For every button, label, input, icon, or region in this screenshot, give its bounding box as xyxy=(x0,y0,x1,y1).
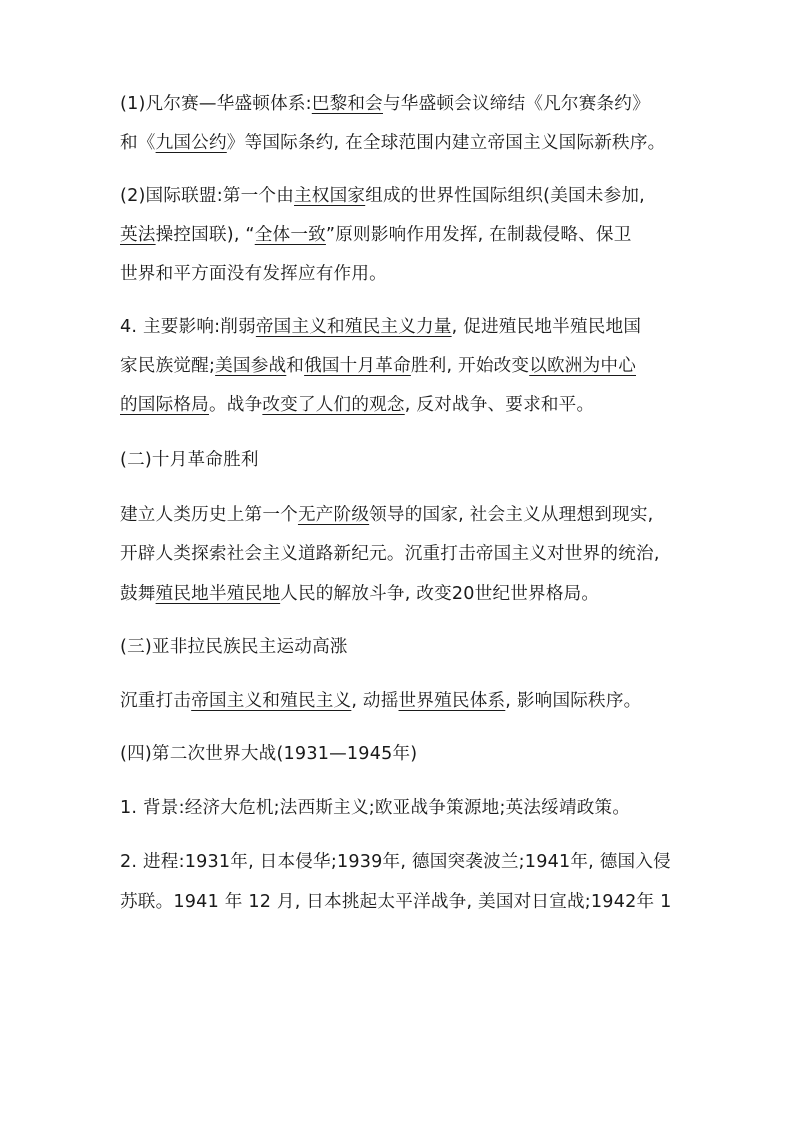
text-segment: 家民族觉醒; xyxy=(120,356,216,376)
text-line xyxy=(120,579,720,609)
text-segment: 与华盛顿会议缔结《凡尔赛条约》 xyxy=(382,94,650,114)
underlined-keyword: 主权国家 xyxy=(294,186,366,206)
text-segment: 鼓舞 xyxy=(120,584,156,604)
text-segment: , 动摇 xyxy=(351,691,399,711)
text-segment: (二)十月革命胜利 xyxy=(120,450,259,470)
text-segment: 世界和平方面没有发挥应有作用。 xyxy=(120,264,387,284)
text-line xyxy=(120,220,720,250)
underlined-keyword: 世界殖民体系 xyxy=(398,691,506,711)
text-line xyxy=(120,351,720,381)
underlined-keyword: 殖民地半殖民地 xyxy=(155,584,281,604)
text-segment: 操控国联), “ xyxy=(155,225,255,245)
text-segment: (三)亚非拉民族民主运动高涨 xyxy=(120,637,348,657)
text-line xyxy=(120,312,720,342)
text-segment: 4. 主要影响:削弱 xyxy=(120,317,256,337)
text-segment: (1)凡尔赛—华盛顿体系: xyxy=(120,94,312,114)
underlined-keyword: 改变了人们的观念 xyxy=(262,395,405,415)
text-segment: , 反对战争、要求和平。 xyxy=(404,395,595,415)
underlined-keyword: 美国参战 xyxy=(215,356,287,376)
text-segment: 和《 xyxy=(120,133,156,153)
text-line xyxy=(120,739,720,769)
text-segment: 苏联。1941 年 12 月, 日本挑起太平洋战争, 美国对日宣战;1942年 1 xyxy=(120,892,672,912)
underlined-keyword: 以欧洲为中心 xyxy=(529,356,636,376)
text-line xyxy=(120,686,720,716)
underlined-keyword: 帝国主义和殖民主义 xyxy=(191,691,352,711)
text-line xyxy=(120,390,720,420)
text-segment: 和 xyxy=(286,356,305,376)
underlined-keyword: 全体一致 xyxy=(254,225,326,245)
underlined-keyword: 俄国十月革命 xyxy=(304,356,411,376)
text-segment: 2. 进程:1931年, 日本侵华;1939年, 德国突袭波兰;1941年, 德国入侵 xyxy=(120,852,671,872)
text-segment: 人民的解放斗争, 改变20世纪世界格局。 xyxy=(280,584,600,604)
text-segment: 1. 背景:经济大危机;法西斯主义;欧亚战争策源地;英法绥靖政策。 xyxy=(120,798,631,818)
underlined-keyword: 帝国主义和殖民主义力量 xyxy=(255,317,452,337)
text-line xyxy=(120,181,720,211)
text-segment: 领导的国家, 社会主义从理想到现实, xyxy=(369,505,654,525)
text-segment: 》等国际条约, 在全球范围内建立帝国主义国际新秩序。 xyxy=(226,133,666,153)
text-segment: 。战争 xyxy=(208,395,263,415)
text-line xyxy=(120,89,720,119)
underlined-keyword: 的国际格局 xyxy=(120,395,209,415)
text-segment: 开辟人类探索社会主义道路新纪元。沉重打击帝国主义对世界的统治, xyxy=(120,544,660,564)
text-segment: , 促进殖民地半殖民地国 xyxy=(451,317,642,337)
text-segment: , 影响国际秩序。 xyxy=(505,691,642,711)
text-line xyxy=(120,500,720,530)
text-line xyxy=(120,887,720,917)
underlined-keyword: 无产阶级 xyxy=(297,505,370,525)
text-segment: (四)第二次世界大战(1931—1945年) xyxy=(120,744,418,764)
text-segment: 胜利, 开始改变 xyxy=(410,356,530,376)
text-line xyxy=(120,128,720,158)
text-line xyxy=(120,445,720,475)
text-line xyxy=(120,793,720,823)
text-segment: ”原则影响作用发挥, 在制裁侵略、保卫 xyxy=(325,225,632,245)
text-segment: (2)国际联盟:第一个由 xyxy=(120,186,295,206)
underlined-keyword: 英法 xyxy=(120,225,156,245)
text-segment: 建立人类历史上第一个 xyxy=(120,505,298,525)
text-line xyxy=(120,847,720,877)
text-line xyxy=(120,259,720,289)
text-line xyxy=(120,632,720,662)
text-segment: 组成的世界性国际组织(美国未参加, xyxy=(365,186,645,206)
underlined-keyword: 巴黎和会 xyxy=(311,94,383,114)
text-line xyxy=(120,539,720,569)
text-segment: 沉重打击 xyxy=(120,691,192,711)
underlined-keyword: 九国公约 xyxy=(155,133,227,153)
